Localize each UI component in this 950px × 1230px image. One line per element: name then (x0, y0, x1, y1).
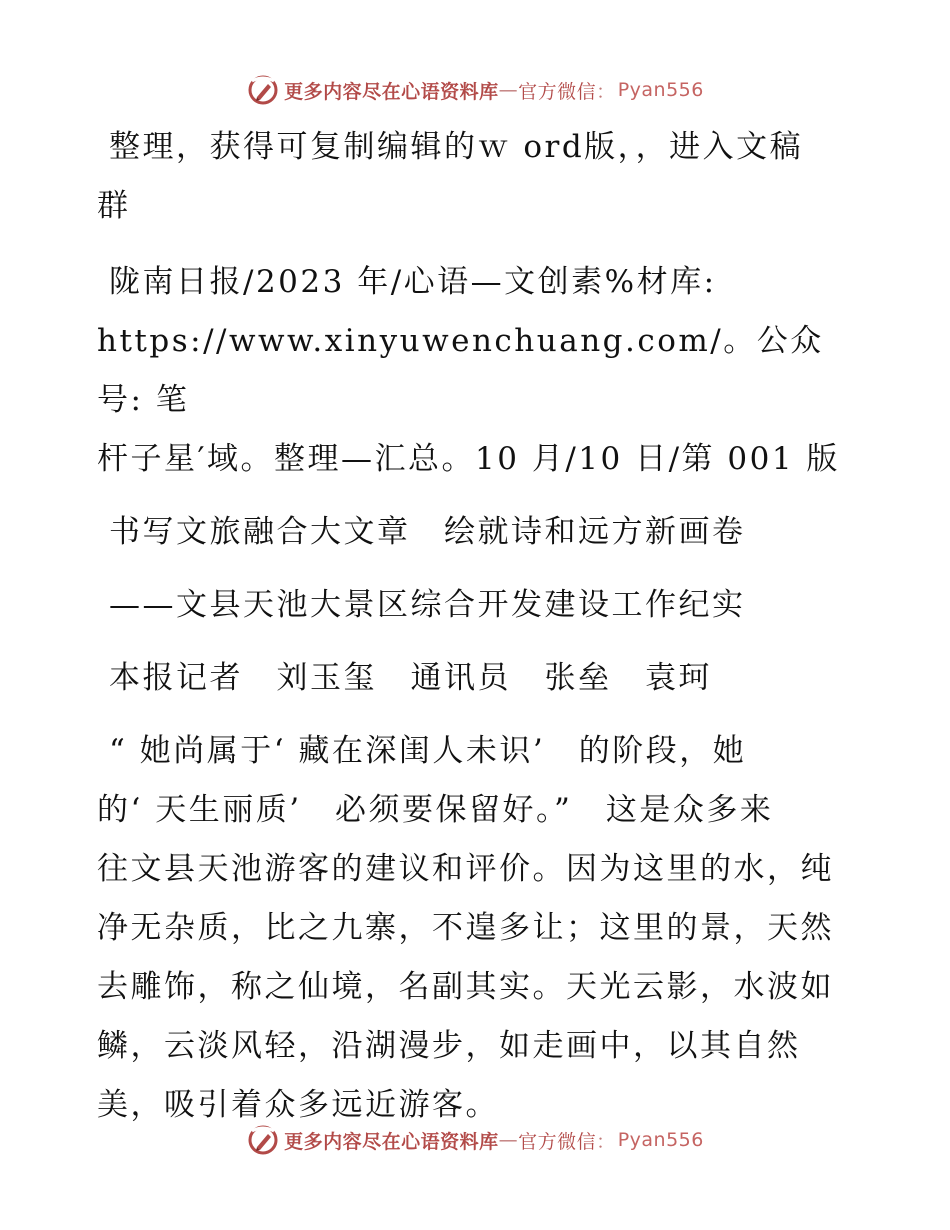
banner-main-text: 更多内容尽在心语资料库 (284, 1130, 499, 1153)
body-line: 去雕饰，称之仙境，名副其实。天光云影，水波如 (97, 969, 834, 1005)
source-line-2: https://www.xinyuwenchuang.com/。公众号: 笔 (97, 323, 824, 418)
banner-handle: Pyan556 (617, 79, 704, 101)
byline: 本报记者 刘玉玺 通讯员 张垒 袁珂 (109, 660, 712, 696)
banner-dash: — (498, 1129, 519, 1151)
pen-logo-icon (246, 73, 280, 107)
body-line: 往文县天池游客的建议和评价。因为这里的水，纯 (97, 851, 834, 887)
banner-wechat-label: 官方微信 (518, 1130, 597, 1153)
body-line: 净无杂质，比之九寨，不遑多让；这里的景，天然 (97, 910, 834, 946)
banner-separator: ： (596, 80, 616, 103)
footer-watermark (0, 1120, 950, 1160)
body-line: 鳞，云淡风轻，沿湖漫步，如走画中，以其自然 (97, 1028, 801, 1064)
source-line-3: 杆子星′域。整理—汇总。10 月/10 日/第 001 版 (97, 441, 840, 477)
body-line: 美，吸引着众多远近游客。 (97, 1087, 499, 1123)
intro-line-1: 整理，获得可复制编辑的ｗ ord版，，进入文稿 (109, 129, 804, 165)
source-line-1: 陇南日报/2023 年/心语—文创素%材库: (109, 264, 717, 300)
banner-handle: Pyan556 (617, 1129, 704, 1151)
banner-main-text: 更多内容尽在心语资料库 (284, 80, 499, 103)
document-body (97, 118, 857, 1135)
pen-logo-icon (246, 1123, 280, 1157)
body-line: “ 她尚属于‘ 藏在深闺人未识’ 的阶段，她 (109, 733, 747, 769)
banner-dash: — (498, 79, 519, 101)
banner-wechat-label: 官方微信 (518, 80, 597, 103)
header-watermark (0, 70, 950, 110)
banner-separator: ： (596, 1130, 616, 1153)
body-line: 的‘ 天生丽质’ 必须要保留好。” 这是众多来 (97, 792, 774, 828)
subheadline: ——文县天池大景区综合开发建设工作纪实 (109, 587, 746, 623)
headline: 书写文旅融合大文章 绘就诗和远方新画卷 (109, 514, 746, 550)
intro-line-2: 群 (97, 188, 131, 224)
